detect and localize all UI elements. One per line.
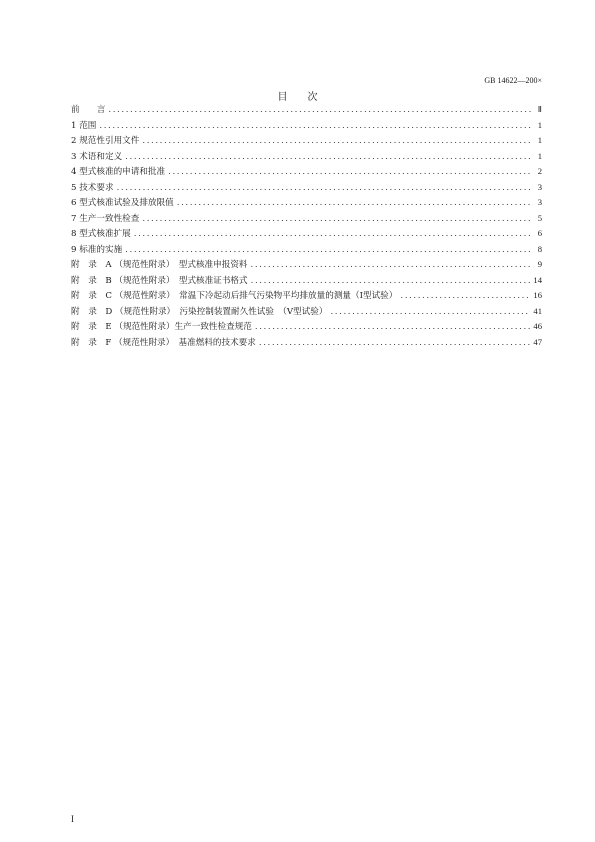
toc-leader-dots bbox=[142, 134, 531, 150]
toc-leader-dots bbox=[108, 103, 531, 119]
toc-entry-label: 3 术语和定义 bbox=[71, 151, 123, 162]
toc-entry-label: 4 型式核准的申请和批准 bbox=[71, 167, 166, 177]
toc-entry-label: 附 录 B （规范性附录） 型式核准证书格式 bbox=[71, 275, 248, 286]
toc-entry-preface[interactable] bbox=[71, 102, 542, 118]
toc-entry-5[interactable] bbox=[71, 180, 542, 196]
toc-leader-dots bbox=[125, 243, 531, 259]
toc-entry-label: 附 录 E （规范性附录）生产一致性检查规范 bbox=[71, 322, 252, 332]
toc-leader-dots bbox=[168, 165, 531, 181]
toc-entry-page: 3 bbox=[537, 181, 542, 192]
toc-leader-dots bbox=[330, 305, 530, 321]
toc-entry-page: 1 bbox=[537, 119, 542, 130]
toc-entry-label: 附 录 A （规范性附录） 型式核准申报资料 bbox=[71, 260, 248, 270]
toc-entry-page: 8 bbox=[537, 243, 542, 254]
page-number: I bbox=[71, 814, 74, 824]
toc-leader-dots bbox=[259, 336, 531, 352]
toc-entry-8[interactable] bbox=[71, 226, 542, 242]
toc-entry-page: 47 bbox=[533, 336, 542, 347]
toc-entry-appendix-c[interactable] bbox=[71, 288, 542, 304]
toc-leader-dots bbox=[134, 227, 531, 243]
toc-title: 目 次 bbox=[277, 92, 318, 103]
toc-entry-label: 附 录 F （规范性附录） 基准燃料的技术要求 bbox=[71, 337, 256, 348]
toc-entry-appendix-e[interactable] bbox=[71, 319, 542, 335]
toc-leader-dots bbox=[177, 196, 531, 212]
standard-number: GB 14622—200× bbox=[484, 76, 542, 85]
toc-entry-label: 附 录 D （规范性附录） 污染控制装置耐久性试验 （Ⅴ型试验） bbox=[71, 306, 328, 317]
toc-leader-dots bbox=[400, 289, 530, 305]
toc-entry-appendix-d[interactable] bbox=[71, 304, 542, 320]
toc-entry-4[interactable] bbox=[71, 164, 542, 180]
toc-entry-page: 9 bbox=[537, 259, 542, 269]
table-of-contents bbox=[71, 102, 542, 350]
toc-entry-page: 14 bbox=[533, 274, 542, 285]
toc-entry-2[interactable] bbox=[71, 133, 542, 149]
toc-entry-label: 7 生产一致性检查 bbox=[71, 213, 140, 224]
toc-entry-label: 1 范围 bbox=[71, 120, 97, 131]
toc-entry-label: 附 录 C （规范性附录） 常温下冷起动后排气污染物平均排放量的测量（Ⅰ型试验） bbox=[71, 291, 398, 301]
toc-leader-dots bbox=[251, 274, 531, 290]
toc-entry-1[interactable] bbox=[71, 118, 542, 134]
toc-entry-label: 9 标准的实施 bbox=[71, 244, 123, 255]
toc-leader-dots bbox=[99, 119, 531, 135]
toc-entry-page: 46 bbox=[533, 321, 542, 331]
toc-leader-dots bbox=[125, 150, 531, 166]
toc-entry-page: 3 bbox=[537, 197, 542, 207]
toc-entry-page: 16 bbox=[533, 290, 542, 300]
toc-entry-label: 6 型式核准试验及排放限值 bbox=[71, 198, 174, 208]
toc-entry-appendix-f[interactable] bbox=[71, 335, 542, 351]
toc-entry-page: Ⅱ bbox=[537, 104, 542, 114]
toc-leader-dots bbox=[142, 212, 531, 228]
toc-entry-page: 5 bbox=[537, 212, 542, 223]
toc-entry-3[interactable] bbox=[71, 149, 542, 165]
toc-entry-label: 8 型式核准扩展 bbox=[71, 229, 131, 239]
toc-entry-page: 2 bbox=[537, 166, 542, 176]
toc-entry-label: 5 技术要求 bbox=[71, 182, 114, 193]
toc-entry-page: 41 bbox=[533, 305, 542, 316]
toc-leader-dots bbox=[255, 320, 531, 336]
toc-entry-appendix-a[interactable] bbox=[71, 257, 542, 273]
toc-entry-page: 1 bbox=[537, 150, 542, 161]
toc-entry-9[interactable] bbox=[71, 242, 542, 258]
toc-entry-page: 6 bbox=[537, 228, 542, 238]
toc-entry-appendix-b[interactable] bbox=[71, 273, 542, 289]
toc-entry-6[interactable] bbox=[71, 195, 542, 211]
toc-leader-dots bbox=[251, 258, 531, 274]
toc-entry-7[interactable] bbox=[71, 211, 542, 227]
toc-entry-label: 2 规范性引用文件 bbox=[71, 136, 140, 146]
toc-entry-label: 前 言 bbox=[71, 105, 106, 115]
toc-leader-dots bbox=[117, 181, 531, 197]
toc-entry-page: 1 bbox=[537, 135, 542, 145]
